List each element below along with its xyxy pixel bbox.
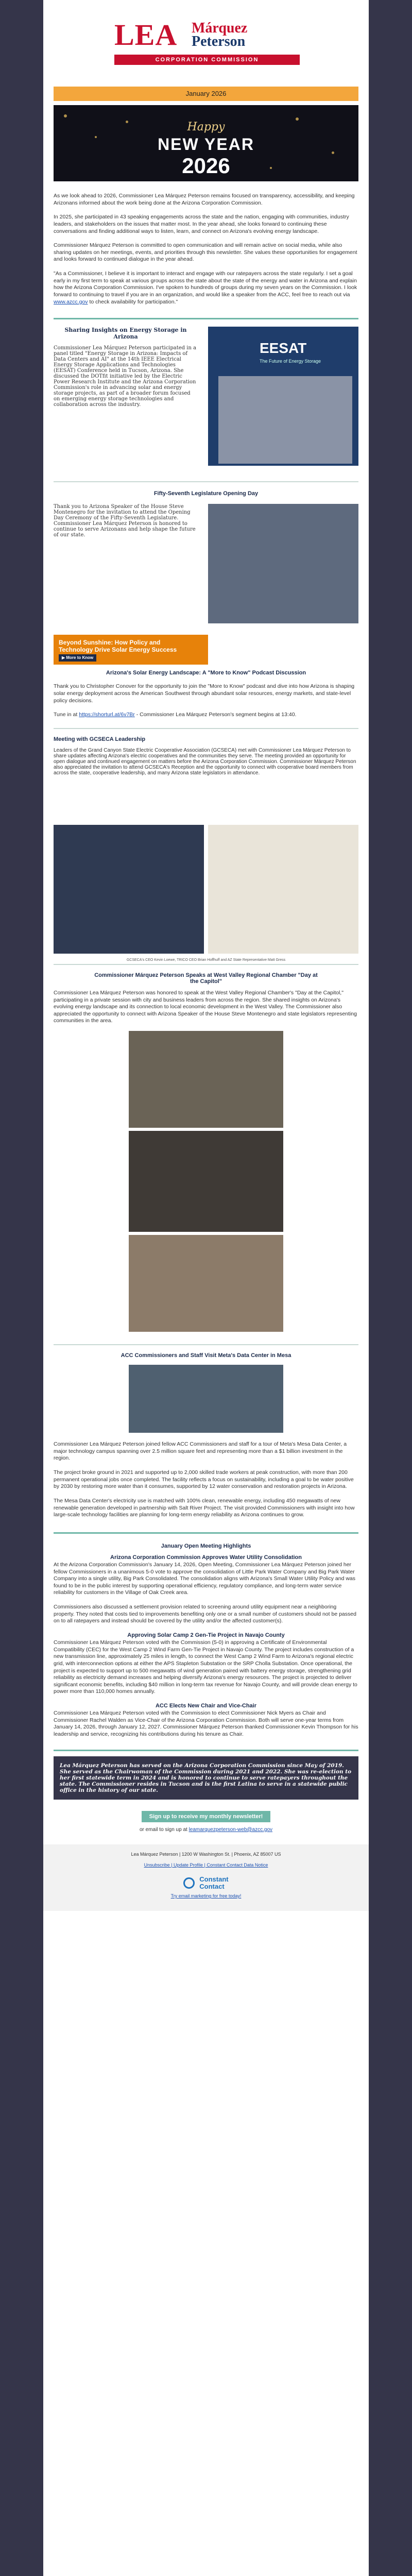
hero-new-year: NEW YEAR — [158, 135, 254, 154]
meeting-heading-2: Approving Solar Camp 2 Gen-Tie Project in Navajo County — [127, 1632, 285, 1638]
email-link[interactable]: leamarquezpeterson-web@azcc.gov — [188, 1826, 273, 1833]
chamber-photo-2 — [129, 1131, 283, 1232]
quote-text-end: to check availability for participation." — [88, 298, 178, 305]
hero-image — [54, 105, 358, 181]
cc-logo-icon — [183, 1877, 195, 1889]
logo-name — [192, 22, 247, 48]
meta-group-photo — [129, 1365, 283, 1433]
storage-body: Commissioner Lea Márquez Peterson participated in a panel titled "Energy Storage in Arizona: Impacts of Data Centers and AI" at the 14th IEEE Electrical Energy Storage Applications and Technologies (EESAT) Conference held in Tucson, Arizona. She discussed the DOTfit initiative led by the Electric Power Research Institute and the Arizona Corporation Commission's role in advancing solar and energy storage projects, as part of a broader forum focused on emerging energy storage technologies and collaboration across the industry. — [54, 345, 197, 408]
legislature-body: Thank you to Arizona Speaker of the House Steve Montenegro for the invitation to attend the Opening Day Ceremony of the Fifty-Seventh Legislature. Commissioner Lea Márquez Peterson is honored to continue to serve Arizonans and help shape the future of our state. — [54, 504, 196, 538]
podcast-tunein — [54, 711, 358, 719]
eesat-banner-sub: The Future of Energy Storage — [260, 359, 321, 364]
logo-commission-bar: CORPORATION COMMISSION — [114, 55, 300, 65]
meta-paragraph: The project broke ground in 2021 and supported up to 2,000 skilled trade workers at peak construction, with more than 200 permanent operational jobs once completed. The facility reflects a focus on sustainability, including a goal to be water positive by 2030 by restoring more water than it consumes, supported by 12 water conservation and restoration projects in Arizona. — [54, 1469, 354, 1490]
footer — [43, 1844, 369, 1911]
meeting-body-3: Commissioner Lea Márquez Peterson voted with the Commission to elect Commissioner Nick Myers as Chair and Commissioner Rachel Walden as Vice-Chair of the Arizona Corporation Commission. Both will serve one-year terms from January 14, 2026, through January 12, 2027. Commissioner Márquez Peterson thanked Commissioner Kevin Thompson for his leadership and service, recognizing his contributions during his tenure as Chair. — [54, 1710, 358, 1738]
arrow-right-icon: ▶ — [62, 655, 66, 660]
storage-section — [54, 327, 358, 481]
eesat-photo — [208, 327, 358, 466]
podcast-more-label: More to Know — [66, 655, 94, 660]
podcast-banner[interactable] — [54, 635, 208, 665]
meeting-body-1b: Commissioners also discussed a settlement provision related to screening around utility equipment near a neighboring property. They noted that costs tied to improvements benefiting only one or a small number of customers should not be passed on to all ratepayers and instead should be covered by the utility and/or the affected customer(s). — [54, 1604, 356, 1624]
meta-paragraph: Commissioner Lea Márquez Peterson joined fellow ACC Commissioners and staff for a tour of Meta's Mesa Data Center, a major technology campus spanning over 2.5 million square feet and representing more than a $1 billion investment in the region. — [54, 1441, 347, 1462]
meeting-heading-1: Arizona Corporation Commission Approves Water Utility Consolidation — [110, 1554, 302, 1561]
chamber-photo-1 — [129, 1031, 283, 1128]
podcast-link[interactable]: https://shorturl.at/6v7Br — [79, 711, 135, 718]
bio-block — [54, 1756, 358, 1800]
cc-logo-bottom: Contact — [199, 1883, 225, 1891]
email-signup-text: or email to sign up at — [139, 1826, 189, 1833]
header — [43, 0, 369, 77]
meeting-body-2: Commissioner Lea Márquez Peterson voted with the Commission (5-0) in approving a Certificate of Environmental Compatibility (CEC) for the West Camp 2 Wind Farm Gen-Tie Project in Navajo County. The project includes construction of a new transmission line, approximately 25 miles in length, to connect the West Camp 2 Wind Farm to Arizona's regional electric grid, with interconnection options at either the APS Stapleton Substation or the SRP Cholla Substation. Once operational, the project is expected to support up to 500 megawatts of wind generation paired with battery energy storage, strengthening grid reliability as electricity demand increases and helping diversify Arizona's energy resources. The project is projected to deliver significant economic benefits, including $40 million in long-term tax revenue for Navajo County, and will provide clean energy to power more than 110,000 homes annually. — [54, 1639, 357, 1695]
intro-paragraph: In 2025, she participated in 43 speaking engagements across the state and the nation, engaging with communities, industry leaders, and stakeholders on the issues that matter most. In the year ahead, she looks forward to continuing these conversations and finding additional ways to listen, learn, and connect on Arizona's evolving energy landscape. — [54, 214, 349, 234]
gcseca-body: Leaders of the Grand Canyon State Electric Cooperative Association (GCSECA) met with Commissioner Lea Márquez Peterson to share updates affecting Arizona's electric cooperatives and the communities they serve. The meeting provided an opportunity for open dialogue and continued engagement on matters before the Arizona Corporation Commission. Commissioner Márquez Peterson also appreciated the invitation to attend GCSECA's Reception and the opportunity to connect with cooperative board members from across the state, cooperative leadership, and many Arizona state legislators in attendance. — [54, 747, 356, 776]
cc-try-link[interactable]: Try email marketing for free today! — [170, 1893, 242, 1899]
signup-button[interactable]: Sign up to receive my monthly newsletter! — [142, 1811, 270, 1822]
meetings-title: January Open Meeting Highlights — [161, 1543, 251, 1549]
gcseca-photo-left — [54, 825, 204, 954]
intro-paragraph: Commissioner Márquez Peterson is committed to open communication and will remain active on social media, while also sharing updates on her meetings, events, and priorities through this newsletter. She values these opportunities for engagement and looks forward to continued dialogue in the year ahead. — [54, 242, 357, 263]
gcseca-title: Meeting with GCSECA Leadership — [54, 736, 146, 742]
logo-lea: LEA — [114, 18, 178, 52]
logo[interactable] — [100, 18, 312, 74]
speaker-photo — [218, 376, 352, 464]
gcseca-caption: GCSECA's CEO Kevin Loewe, TRICO CEO Brian Hoffhuff and AZ State Representative Matt Gress — [126, 958, 286, 962]
storage-title: Sharing Insights on Energy Storage in Arizona — [64, 327, 187, 341]
meeting-heading-3: ACC Elects New Chair and Vice-Chair — [155, 1703, 257, 1709]
cc-logo[interactable] — [183, 1876, 228, 1890]
gcseca-section — [54, 748, 358, 964]
podcast-title: Arizona's Solar Energy Landscape: A "More to Know" Podcast Discussion — [106, 670, 306, 676]
legislature-title: Fifty-Seventh Legislature Opening Day — [153, 490, 259, 497]
quote-text: "As a Commissioner, I believe it is important to interact and engage with our ratepayers across the state regularly. I set a goal early in my first term to speak at various groups across the state about the state of the energy and water in Arizona and explain how the Arizona Corporation Commission. I've spoken to hundreds of groups during my seven years on the Commission. I look forward to continuing to travel if you are in an organization, and would like a speaker from the ACC, feel free to reach out via — [54, 270, 357, 298]
podcast-more-button[interactable] — [59, 654, 96, 662]
intro-paragraph: As we look ahead to 2026, Commissioner Lea Márquez Peterson remains focused on transparency, accessibility, and keeping Arizonans informed about the work being done at the Arizona Corporation Commission. — [54, 193, 355, 206]
meta-title: ACC Commissioners and Staff Visit Meta's Data Center in Mesa — [121, 1352, 291, 1359]
logo-marquez: Márquez — [192, 20, 248, 36]
gcseca-photo-right — [208, 825, 358, 954]
meta-paragraph: The Mesa Data Center's electricity use is matched with 100% clean, renewable energy, including 450 megawatts of new renewable generation developed in partnership with Salt River Project. The visit provided Commissioners with insight into how large-scale technology facilities are planning for long-term energy reliability as Arizona continues to grow. — [54, 1497, 355, 1518]
footer-address: Lea Márquez Peterson | 1200 W Washington St. | Phoenix, AZ 85007 US — [131, 1851, 281, 1857]
chamber-photo-3 — [129, 1235, 283, 1332]
newsletter — [43, 0, 369, 2576]
podcast-banner-line2: Technology Drive Solar Energy Success — [59, 646, 177, 654]
chamber-body: Commissioner Lea Márquez Peterson was honored to speak at the West Valley Regional Chamber's "Day at the Capitol," participating in a private session with city and business leaders from across the region. She shared insights on Arizona's evolving energy landscape and its connection to local economic development in the West Valley. The Commissioner also appreciated the opportunity to connect with Arizona Speaker of the House Steve Montenegro and state legislators representing communities in the area. — [54, 989, 357, 1024]
hero-happy: Happy — [187, 121, 225, 133]
chamber-title: Commissioner Márquez Peterson Speaks at West Valley Regional Chamber "Day at the Capitol" — [94, 972, 318, 985]
azcc-link[interactable]: www.azcc.gov — [54, 298, 88, 305]
month-bar: January 2026 — [54, 87, 358, 101]
logo-peterson: Peterson — [192, 33, 246, 49]
eesat-banner-text: EESAT — [260, 340, 307, 357]
tunein-text-end: - Commissioner Lea Márquez Peterson's segment begins at 13:40. — [134, 711, 297, 718]
intro-quote — [54, 270, 358, 306]
sparkle-icon — [64, 114, 67, 117]
meeting-body-1: At the Arizona Corporation Commission's January 14, 2026, Open Meeting, Commissioner Lea Márquez Peterson joined her fellow Commissioners in a unanimous 5-0 vote to approve the consolidation of Little Park Water Company and Big Park Water Company into a single utility, Big Park Consolidated. The consolidation aligns with Arizona's Small Water Utility Policy and was found to be in the public interest by supporting operational efficiency, regulatory compliance, and long-term water service reliability for customers in the Village of Oak Creek area. — [54, 1561, 356, 1596]
legislature-photo — [208, 504, 358, 623]
footer-links[interactable]: Unsubscribe | Update Profile | Constant Contact Data Notice — [144, 1862, 268, 1868]
tunein-text: Tune in at — [54, 711, 79, 718]
bio-text: Lea Márquez Peterson has served on the Arizona Corporation Commission since May of 2019. She served as the Chairwoman of the Commission during 2021 and 2022. She was re-election to her first statewide term in 2024 and is honored to continue to serve ratepayers throughout the state. The Commissioner resides in Tucson and is the first Latina to serve in a statewide public office in the history of our state. — [60, 1762, 352, 1793]
legislature-section — [54, 504, 358, 628]
cc-logo-top: Constant — [199, 1875, 229, 1884]
podcast-paragraph: Thank you to Christopher Conover for the opportunity to join the "More to Know" podcast and dive into how Arizona is shaping solar energy deployment across the American Southwest through abundant solar resources, energy markets, and state-level policy decisions. — [54, 683, 355, 704]
email-signup — [43, 1826, 369, 1833]
podcast-banner-line1: Beyond Sunshine: How Policy and — [59, 639, 161, 647]
hero-year: 2026 — [182, 154, 230, 178]
